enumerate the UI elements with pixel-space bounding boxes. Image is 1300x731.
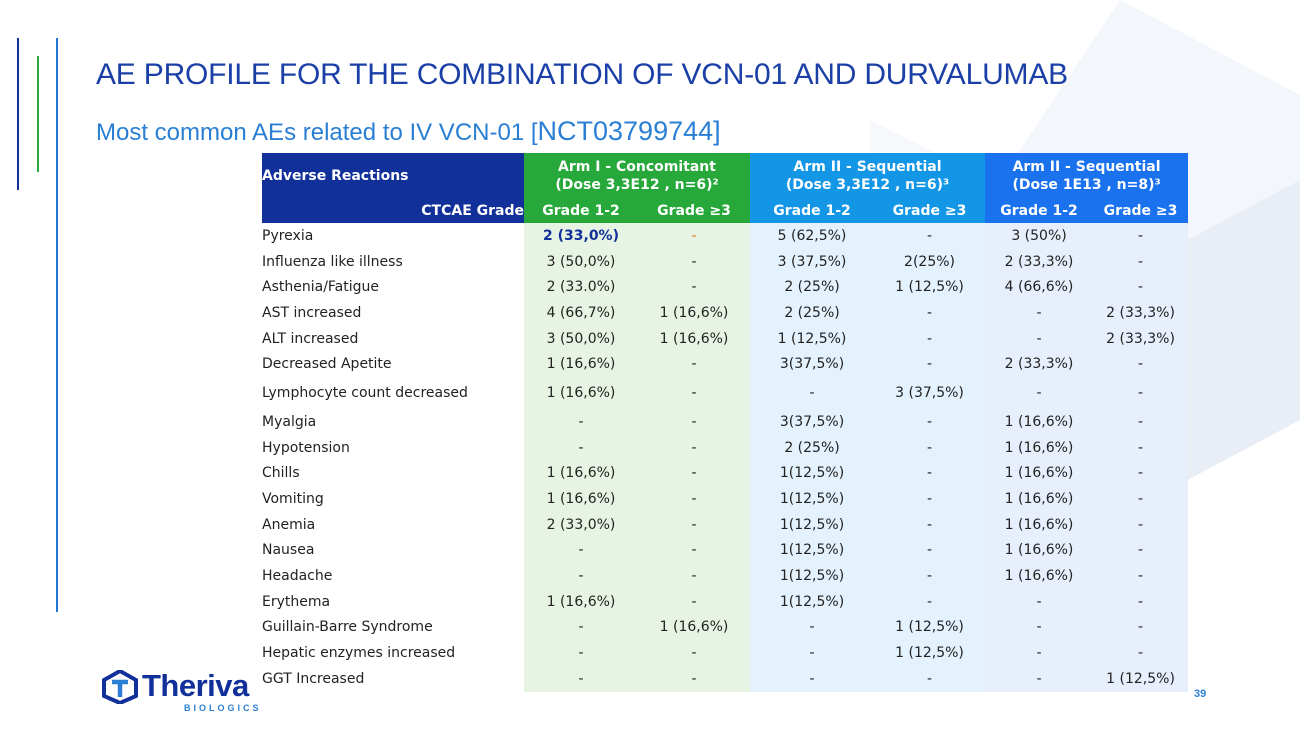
table-cell: -: [1093, 223, 1188, 249]
table-cell: 1(12,5%): [750, 538, 874, 564]
table-cell: 1 (16,6%): [524, 486, 638, 512]
table-cell: -: [638, 640, 750, 666]
table-cell: -: [874, 223, 985, 249]
table-cell: -: [638, 486, 750, 512]
table-cell: -: [985, 377, 1093, 409]
adverse-reaction-name: Influenza like illness: [262, 249, 524, 275]
table-cell: -: [750, 640, 874, 666]
adverse-reaction-name: GGT Increased: [262, 666, 524, 692]
table-row: [262, 563, 1188, 589]
table-row: [262, 435, 1188, 461]
table-cell: 1 (16,6%): [524, 589, 638, 615]
table-row: [262, 512, 1188, 538]
table-cell: -: [524, 538, 638, 564]
table-cell: -: [638, 563, 750, 589]
table-cell: 1 (16,6%): [524, 461, 638, 487]
grade-header: Grade 1-2: [524, 199, 638, 223]
adverse-reaction-name: Chills: [262, 461, 524, 487]
table-cell: 1 (16,6%): [638, 615, 750, 641]
table-cell: 1 (16,6%): [524, 351, 638, 377]
grade-header: Grade ≥3: [874, 199, 985, 223]
table-cell: 1 (16,6%): [985, 409, 1093, 435]
table-cell: -: [1093, 486, 1188, 512]
subtitle-text: Most common AEs related to IV VCN-01 [: [96, 119, 538, 146]
table-cell: 4 (66,6%): [985, 274, 1093, 300]
header-arm-3: [985, 153, 1188, 199]
arm-2-title: Arm II - Sequential: [793, 159, 942, 175]
table-cell: 2 (33,0%): [524, 512, 638, 538]
table-cell: -: [874, 409, 985, 435]
table-cell: -: [750, 615, 874, 641]
arm-3-dose: (Dose 1E13 , n=8)³: [1012, 177, 1161, 193]
table-cell: -: [1093, 589, 1188, 615]
table-cell: 2 (33,3%): [985, 351, 1093, 377]
table-cell: 1 (16,6%): [638, 300, 750, 326]
table-row: [262, 351, 1188, 377]
accent-line-blue: [17, 38, 19, 190]
table-cell: -: [638, 512, 750, 538]
adverse-reaction-name: ALT increased: [262, 326, 524, 352]
header-ctcae-grade: CTCAE Grade: [262, 199, 524, 223]
table-cell: 3 (50%): [985, 223, 1093, 249]
header-adverse-reactions: Adverse Reactions: [262, 153, 524, 199]
table-cell: -: [985, 640, 1093, 666]
table-cell: -: [638, 274, 750, 300]
table-cell: 1 (16,6%): [985, 512, 1093, 538]
table-row: [262, 666, 1188, 692]
table-cell: -: [874, 563, 985, 589]
table-cell: -: [638, 409, 750, 435]
table-cell: -: [638, 589, 750, 615]
table-cell: 2 (33,0%): [524, 223, 638, 249]
table-cell: -: [638, 377, 750, 409]
table-cell: -: [874, 351, 985, 377]
table-row: [262, 326, 1188, 352]
table-cell: -: [1093, 512, 1188, 538]
table-row: [262, 615, 1188, 641]
table-cell: 2 (25%): [750, 300, 874, 326]
grade-header: Grade 1-2: [750, 199, 874, 223]
table-cell: 3 (50,0%): [524, 249, 638, 275]
accent-line-green: [37, 56, 39, 172]
table-cell: 2 (25%): [750, 435, 874, 461]
table-cell: -: [1093, 615, 1188, 641]
adverse-reaction-name: Headache: [262, 563, 524, 589]
table-cell: 3 (37,5%): [874, 377, 985, 409]
table-cell: 4 (66,7%): [524, 300, 638, 326]
table-cell: -: [1093, 274, 1188, 300]
table-cell: 1(12,5%): [750, 461, 874, 487]
table-cell: 2 (33,3%): [985, 249, 1093, 275]
table-row: [262, 223, 1188, 249]
table-cell: -: [1093, 640, 1188, 666]
table-cell: 1 (12,5%): [874, 274, 985, 300]
arm-1-dose: (Dose 3,3E12 , n=6)²: [555, 177, 719, 193]
subtitle-nct: NCT03799744]: [537, 116, 721, 146]
page-subtitle: [96, 116, 721, 147]
table-cell: -: [985, 666, 1093, 692]
arm-2-dose: (Dose 3,3E12 , n=6)³: [785, 177, 950, 193]
table-cell: -: [985, 615, 1093, 641]
adverse-reaction-name: Decreased Apetite: [262, 351, 524, 377]
table-row: [262, 300, 1188, 326]
table-cell: -: [750, 377, 874, 409]
table-cell: 2 (33,3%): [1093, 326, 1188, 352]
table-cell: -: [638, 249, 750, 275]
grade-header: Grade ≥3: [1093, 199, 1188, 223]
table-row: [262, 274, 1188, 300]
table-cell: 3(37,5%): [750, 351, 874, 377]
table-cell: 1 (16,6%): [985, 538, 1093, 564]
ae-table: [262, 153, 1188, 692]
table-cell: -: [1093, 435, 1188, 461]
accent-line-lightblue: [56, 38, 58, 612]
table-cell: 1(12,5%): [750, 486, 874, 512]
adverse-reaction-name: Lymphocyte count decreased: [262, 377, 524, 409]
table-cell: -: [1093, 563, 1188, 589]
table-cell: -: [874, 512, 985, 538]
header-arm-1: [524, 153, 750, 199]
table-cell: 3 (50,0%): [524, 326, 638, 352]
table-row: [262, 538, 1188, 564]
adverse-reaction-name: Guillain-Barre Syndrome: [262, 615, 524, 641]
theriva-logo-icon: [102, 670, 138, 704]
adverse-reaction-name: Erythema: [262, 589, 524, 615]
table-cell: -: [524, 640, 638, 666]
table-cell: 1 (16,6%): [638, 326, 750, 352]
table-cell: -: [874, 326, 985, 352]
table-row: [262, 589, 1188, 615]
table-cell: 1 (16,6%): [524, 377, 638, 409]
adverse-reaction-name: Asthenia/Fatigue: [262, 274, 524, 300]
table-cell: -: [638, 351, 750, 377]
table-cell: -: [1093, 377, 1188, 409]
table-cell: 1(12,5%): [750, 563, 874, 589]
table-cell: 1 (12,5%): [1093, 666, 1188, 692]
table-cell: -: [524, 615, 638, 641]
header-arm-2: [750, 153, 985, 199]
table-cell: 1 (16,6%): [985, 461, 1093, 487]
logo-subtext: BIOLOGICS: [184, 703, 262, 713]
table-cell: 1 (12,5%): [874, 640, 985, 666]
logo-wordmark: Theriva: [142, 668, 249, 703]
table-row: [262, 377, 1188, 409]
table-cell: -: [1093, 351, 1188, 377]
table-cell: 1 (16,6%): [985, 563, 1093, 589]
table-cell: -: [1093, 538, 1188, 564]
table-cell: -: [638, 666, 750, 692]
table-row: [262, 461, 1188, 487]
table-cell: -: [1093, 249, 1188, 275]
table-cell: -: [524, 435, 638, 461]
table-cell: -: [638, 538, 750, 564]
table-cell: -: [524, 563, 638, 589]
table-cell: -: [985, 300, 1093, 326]
table-cell: -: [874, 435, 985, 461]
table-row: [262, 249, 1188, 275]
table-row: [262, 409, 1188, 435]
adverse-reaction-name: Nausea: [262, 538, 524, 564]
grade-header: Grade 1-2: [985, 199, 1093, 223]
table-cell: -: [874, 538, 985, 564]
table-cell: 2 (33.0%): [524, 274, 638, 300]
table-cell: 2 (33,3%): [1093, 300, 1188, 326]
table-row: [262, 640, 1188, 666]
page-number: 39: [1194, 688, 1207, 700]
table-cell: -: [638, 435, 750, 461]
adverse-reaction-name: Hepatic enzymes increased: [262, 640, 524, 666]
table-cell: 1 (16,6%): [985, 435, 1093, 461]
table-cell: 1 (12,5%): [750, 326, 874, 352]
adverse-reaction-name: Vomiting: [262, 486, 524, 512]
table-cell: 1 (16,6%): [985, 486, 1093, 512]
table-cell: -: [750, 666, 874, 692]
table-cell: -: [874, 666, 985, 692]
table-cell: -: [874, 486, 985, 512]
table-cell: 5 (62,5%): [750, 223, 874, 249]
table-cell: -: [874, 300, 985, 326]
arm-1-title: Arm I - Concomitant: [558, 159, 716, 175]
table-cell: 1(12,5%): [750, 512, 874, 538]
table-cell: -: [524, 666, 638, 692]
table-cell: -: [1093, 409, 1188, 435]
adverse-reaction-name: Pyrexia: [262, 223, 524, 249]
grade-header: Grade ≥3: [638, 199, 750, 223]
adverse-reaction-name: Hypotension: [262, 435, 524, 461]
table-cell: -: [524, 409, 638, 435]
table-cell: -: [874, 461, 985, 487]
table-cell: -: [874, 589, 985, 615]
table-cell: -: [985, 326, 1093, 352]
table-cell: -: [638, 223, 750, 249]
page-title: AE PROFILE FOR THE COMBINATION OF VCN-01 AND DURVALUMAB: [96, 58, 1068, 91]
table-cell: -: [1093, 461, 1188, 487]
adverse-reaction-name: AST increased: [262, 300, 524, 326]
table-cell: -: [638, 461, 750, 487]
table-cell: 2(25%): [874, 249, 985, 275]
table-cell: 2 (25%): [750, 274, 874, 300]
table-cell: 1(12,5%): [750, 589, 874, 615]
table-cell: 1 (12,5%): [874, 615, 985, 641]
table-cell: 3(37,5%): [750, 409, 874, 435]
adverse-reaction-name: Myalgia: [262, 409, 524, 435]
table-row: [262, 486, 1188, 512]
table-cell: -: [985, 589, 1093, 615]
table-cell: 3 (37,5%): [750, 249, 874, 275]
arm-3-title: Arm II - Sequential: [1012, 159, 1161, 175]
adverse-reaction-name: Anemia: [262, 512, 524, 538]
